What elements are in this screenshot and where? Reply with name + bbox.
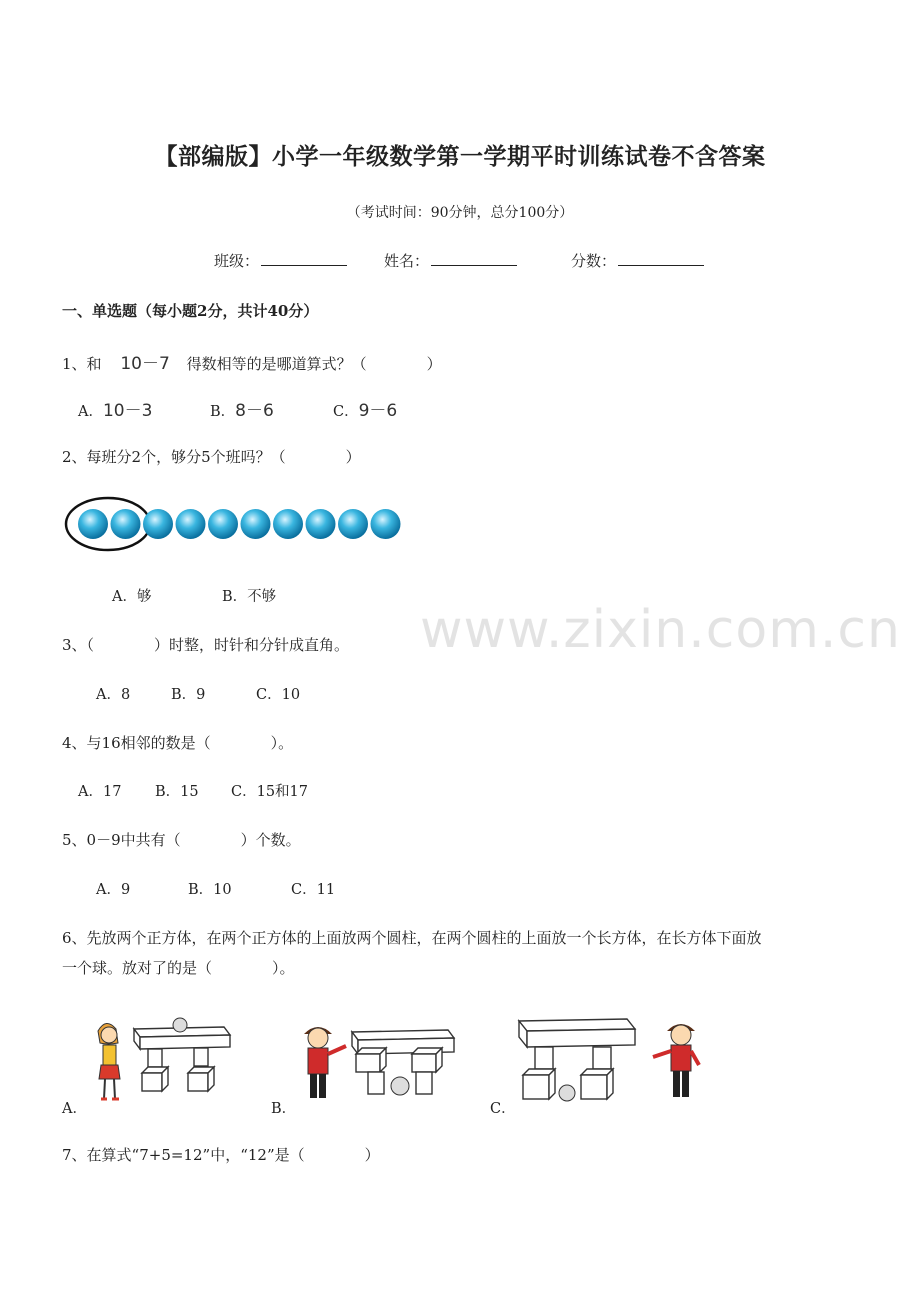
question-1 bbox=[62, 349, 442, 374]
q5-option-c: C．11 bbox=[291, 882, 336, 898]
q1-option-a: A．10－3 bbox=[78, 401, 153, 421]
q6-option-a-picture bbox=[92, 1015, 242, 1110]
q6-option-b-picture bbox=[298, 1020, 458, 1110]
page-title: 【部编版】小学一年级数学第一学期平时训练试卷不含答案 bbox=[154, 143, 766, 170]
ball-icon bbox=[78, 509, 108, 539]
q6-option-b: B． bbox=[271, 1101, 297, 1117]
ball-icon bbox=[143, 509, 173, 539]
score-label: 分数： bbox=[571, 252, 617, 270]
blocks-stack-c bbox=[519, 1019, 635, 1099]
blocks-stack-a bbox=[134, 1027, 230, 1091]
q4-option-b: B．15 bbox=[155, 784, 199, 800]
name-blank bbox=[431, 251, 517, 266]
question-4: 4、与16相邻的数是（ ）。 bbox=[62, 734, 294, 752]
class-label: 班级： bbox=[214, 252, 260, 270]
ball-icon bbox=[559, 1085, 575, 1101]
ball-icon bbox=[241, 509, 271, 539]
q3-option-a: A．8 bbox=[96, 687, 131, 703]
balls-illustration bbox=[62, 494, 422, 554]
q6-option-c-picture bbox=[515, 1015, 705, 1110]
question-1-prefix: 1、和 bbox=[62, 355, 102, 373]
section-heading: 一、单选题（每小题2分，共计40分） bbox=[62, 302, 319, 320]
q2-option-b: B．不够 bbox=[222, 589, 277, 605]
q3-option-b: B．9 bbox=[171, 687, 206, 703]
watermark: www.zixin.com.cn bbox=[420, 600, 901, 660]
name-field bbox=[384, 250, 517, 271]
ball-icon bbox=[208, 509, 238, 539]
name-label: 姓名： bbox=[384, 252, 430, 270]
girl-figure bbox=[98, 1023, 120, 1099]
ball-icon bbox=[173, 1018, 187, 1032]
boy-figure bbox=[304, 1027, 346, 1098]
score-field bbox=[571, 250, 704, 271]
ball-icon bbox=[338, 509, 368, 539]
question-2: 2、每班分2个，够分5个班吗？（ ） bbox=[62, 448, 361, 466]
q2-option-a: A．够 bbox=[112, 589, 152, 605]
q1-option-b: B．8－6 bbox=[210, 401, 274, 421]
exam-subtitle: （考试时间：90分钟，总分100分） bbox=[346, 205, 574, 221]
ball-icon bbox=[176, 509, 206, 539]
q5-option-a: A．9 bbox=[96, 882, 131, 898]
q1-option-c: C．9－6 bbox=[333, 401, 398, 421]
question-6-line-1: 6、先放两个正方体，在两个正方体的上面放两个圆柱，在两个圆柱的上面放一个长方体，在长方体下面放 bbox=[62, 929, 762, 947]
q4-option-c: C．15和17 bbox=[231, 784, 308, 800]
ball-icon bbox=[371, 509, 401, 539]
q6-option-c: C． bbox=[490, 1101, 516, 1117]
q6-option-a: A． bbox=[62, 1101, 87, 1117]
question-6-line-2: 一个球。放对了的是（ ）。 bbox=[62, 959, 295, 977]
question-1-suffix: 得数相等的是哪道算式？（ ） bbox=[186, 355, 442, 373]
class-blank bbox=[261, 251, 347, 266]
ball-icon bbox=[306, 509, 336, 539]
q3-option-c: C．10 bbox=[256, 687, 301, 703]
score-blank bbox=[618, 251, 704, 266]
q4-option-a: A．17 bbox=[78, 784, 122, 800]
ball-icon bbox=[391, 1077, 409, 1095]
ball-icon bbox=[273, 509, 303, 539]
class-field bbox=[214, 250, 347, 271]
question-1-expression: 10－7 bbox=[120, 354, 170, 374]
question-5: 5、0－9中共有（ ）个数。 bbox=[62, 831, 301, 849]
boy-figure bbox=[653, 1024, 699, 1097]
question-7: 7、在算式“7+5=12”中，“12”是（ ） bbox=[62, 1146, 380, 1164]
q5-option-b: B．10 bbox=[188, 882, 232, 898]
question-3: 3、（ ）时整，时针和分针成直角。 bbox=[62, 636, 350, 654]
ball-icon bbox=[111, 509, 141, 539]
